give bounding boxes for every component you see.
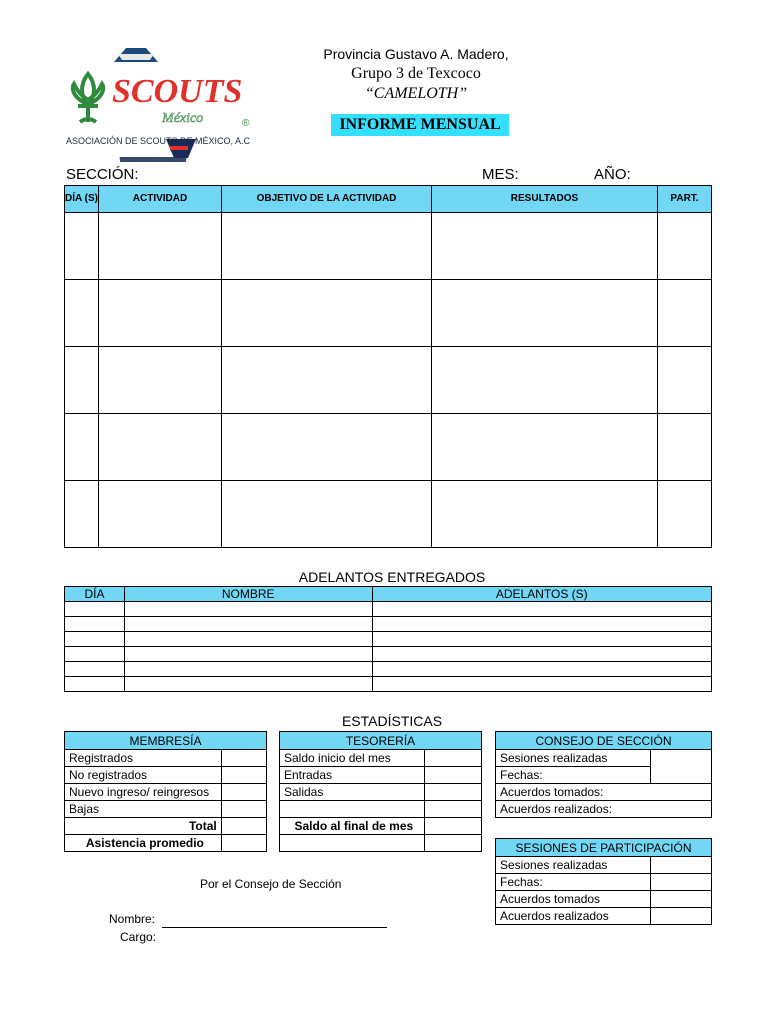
cell[interactable] (65, 617, 125, 632)
cell[interactable] (372, 632, 711, 647)
tesoreria-saldo-final: Saldo al final de mes (280, 818, 425, 835)
membresia-table (64, 731, 267, 852)
firma-cargo-label: Cargo: (120, 930, 157, 944)
sesiones-realizadas: Sesiones realizadas (496, 857, 651, 874)
logo-brand: SCOUTS (112, 73, 243, 110)
consejo-header: CONSEJO DE SECCIÓN (496, 732, 712, 750)
tesoreria-saldo-inicio: Saldo inicio del mes (280, 750, 425, 767)
header-nombre-grupo: “CAMELOTH” (364, 85, 468, 102)
cell[interactable] (372, 617, 711, 632)
cell[interactable] (372, 602, 711, 617)
adel-col-dia: DÍA (65, 587, 125, 602)
cell[interactable] (221, 784, 266, 801)
cell[interactable] (650, 874, 711, 891)
mes-label: MES: (482, 166, 519, 183)
cell[interactable] (424, 801, 481, 818)
sesiones-acuerdos-realizados: Acuerdos realizados (496, 908, 651, 925)
cell[interactable] (658, 213, 712, 280)
cell[interactable] (650, 857, 711, 874)
sesiones-header: SESIONES DE PARTICIPACIÓN (496, 839, 712, 857)
adelantos-title: ADELANTOS ENTREGADOS (298, 569, 486, 585)
adelanto-row (65, 617, 712, 632)
consejo-fechas: Fechas: (496, 767, 651, 784)
cell[interactable] (221, 767, 266, 784)
cell[interactable] (372, 662, 711, 677)
cell[interactable] (222, 414, 432, 481)
cell[interactable] (65, 347, 99, 414)
cell[interactable] (99, 414, 222, 481)
firma-nombre-line[interactable] (162, 927, 387, 928)
consejo-sesiones: Sesiones realizadas (496, 750, 651, 767)
cell[interactable] (222, 280, 432, 347)
col-actividad: ACTIVIDAD (99, 186, 222, 213)
adel-col-nombre: NOMBRE (124, 587, 372, 602)
logo-association: ASOCIACIÓN DE SCOUTS DE MÉXICO, A.C (66, 136, 251, 146)
cell[interactable] (221, 801, 266, 818)
activities-table (64, 185, 712, 548)
tesoreria-header: TESORERÍA (280, 732, 482, 750)
adelanto-row (65, 647, 712, 662)
sesiones-fechas: Fechas: (496, 874, 651, 891)
logo-registered: ® (242, 118, 250, 129)
cell[interactable] (65, 213, 99, 280)
membresia-header: MEMBRESÍA (65, 732, 267, 750)
cell[interactable] (65, 481, 99, 548)
cell[interactable] (658, 414, 712, 481)
cell[interactable] (99, 481, 222, 548)
activity-row (65, 347, 712, 414)
cell[interactable] (658, 481, 712, 548)
cell[interactable] (222, 347, 432, 414)
col-objetivo: OBJETIVO DE LA ACTIVIDAD (222, 186, 432, 213)
consejo-table (495, 731, 712, 818)
cell[interactable] (280, 801, 425, 818)
cell[interactable] (65, 677, 125, 692)
cell[interactable] (222, 481, 432, 548)
cell[interactable] (65, 647, 125, 662)
cell[interactable] (432, 347, 658, 414)
col-dia: DÍA (S) (65, 186, 99, 213)
adelanto-row (65, 632, 712, 647)
consejo-acuerdos-tomados: Acuerdos tomados: (496, 784, 712, 801)
cell[interactable] (99, 280, 222, 347)
estadisticas-title: ESTADÍSTICAS (341, 713, 443, 729)
cell[interactable] (424, 750, 481, 767)
activity-row (65, 414, 712, 481)
cell[interactable] (65, 602, 125, 617)
cell[interactable] (650, 750, 711, 784)
cell[interactable] (650, 891, 711, 908)
membresia-bajas: Bajas (65, 801, 222, 818)
cell[interactable] (432, 414, 658, 481)
sesiones-table (495, 838, 712, 925)
cell[interactable] (372, 647, 711, 662)
cell[interactable] (280, 835, 425, 852)
membresia-asistencia: Asistencia promedio (65, 835, 222, 852)
membresia-registrados: Registrados (65, 750, 222, 767)
cell[interactable] (222, 213, 432, 280)
cell[interactable] (221, 818, 266, 835)
activity-row (65, 481, 712, 548)
logo-brand-sub: México (162, 111, 204, 126)
tesoreria-entradas: Entradas (280, 767, 425, 784)
cell[interactable] (658, 347, 712, 414)
cell[interactable] (424, 835, 481, 852)
adelanto-row (65, 677, 712, 692)
sesiones-acuerdos-tomados: Acuerdos tomados (496, 891, 651, 908)
col-resultados: RESULTADOS (432, 186, 658, 213)
cell[interactable] (65, 280, 99, 347)
seccion-label: SECCIÓN: (66, 166, 139, 183)
adel-col-adelantos: ADELANTOS (S) (372, 587, 711, 602)
cell[interactable] (658, 280, 712, 347)
membresia-nuevo-ingreso: Nuevo ingreso/ reingresos (65, 784, 222, 801)
col-part: PART. (658, 186, 712, 213)
cell[interactable] (432, 481, 658, 548)
cell[interactable] (221, 835, 266, 852)
consejo-acuerdos-realizados: Acuerdos realizados: (496, 801, 712, 818)
adelanto-row (65, 662, 712, 677)
membresia-total: Total (65, 818, 222, 835)
cell[interactable] (424, 784, 481, 801)
header-provincia: Provincia Gustavo A. Madero, (323, 46, 509, 62)
anio-label: AÑO: (594, 166, 631, 183)
cell[interactable] (65, 632, 125, 647)
membresia-no-registrados: No registrados (65, 767, 222, 784)
tesoreria-table (279, 731, 482, 852)
cell[interactable] (65, 414, 99, 481)
report-title: INFORME MENSUAL (331, 114, 509, 136)
cell[interactable] (124, 632, 372, 647)
cell[interactable] (65, 662, 125, 677)
cell[interactable] (424, 818, 481, 835)
header-grupo: Grupo 3 de Texcoco (351, 65, 481, 82)
cell[interactable] (432, 280, 658, 347)
cell[interactable] (99, 213, 222, 280)
cell[interactable] (124, 617, 372, 632)
cell[interactable] (124, 662, 372, 677)
cell[interactable] (99, 347, 222, 414)
firma-nombre-label: Nombre: (109, 912, 156, 926)
activity-row (65, 213, 712, 280)
tesoreria-salidas: Salidas (280, 784, 425, 801)
cell[interactable] (650, 908, 711, 925)
firma-por: Por el Consejo de Sección (200, 877, 342, 891)
cell[interactable] (124, 602, 372, 617)
cell[interactable] (221, 750, 266, 767)
activity-row (65, 280, 712, 347)
cell[interactable] (124, 647, 372, 662)
adelanto-row (65, 602, 712, 617)
cell[interactable] (432, 213, 658, 280)
cell[interactable] (372, 677, 711, 692)
adelantos-table (64, 586, 712, 692)
cell[interactable] (424, 767, 481, 784)
cell[interactable] (124, 677, 372, 692)
